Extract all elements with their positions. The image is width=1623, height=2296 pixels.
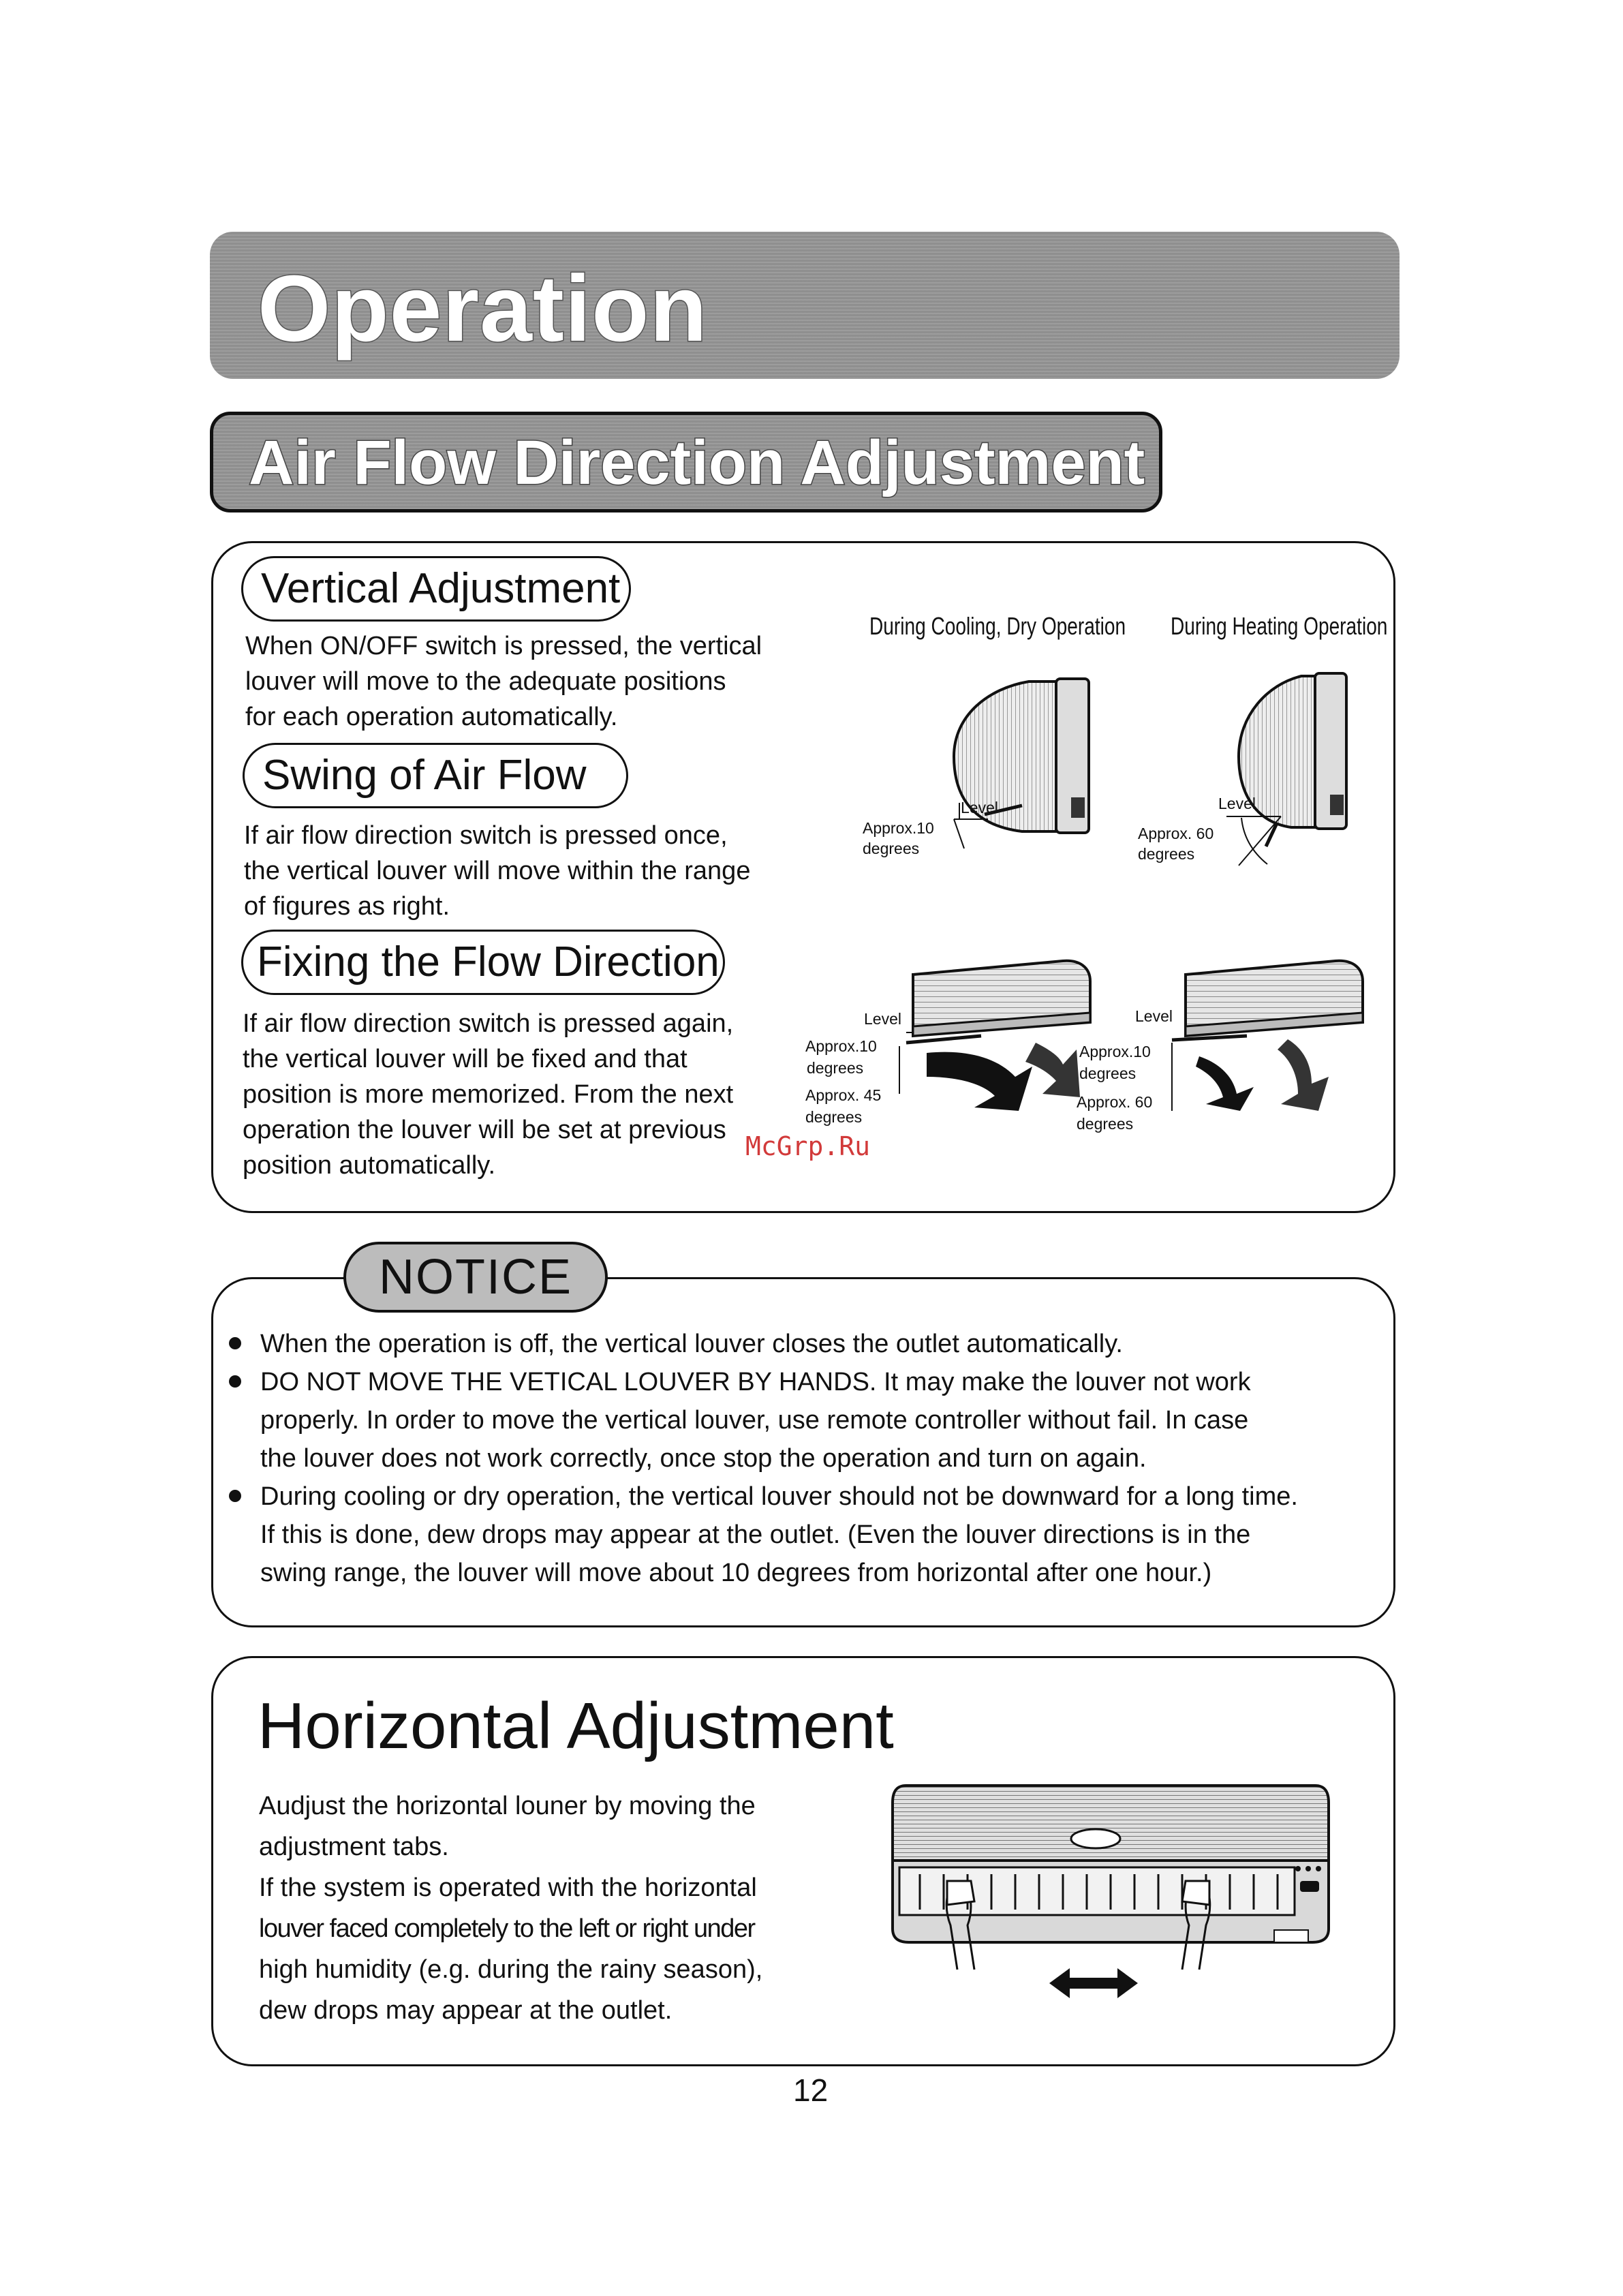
text-line: the louver does not work correctly, once stop the operation and turn on again. [260, 1444, 1147, 1473]
level-label: Level [1135, 1007, 1173, 1025]
text-line: position is more memorized. From the next [243, 1080, 734, 1109]
section-title-bar [210, 412, 1162, 512]
page-number: 12 [793, 2072, 829, 2108]
approx-label: Approx.10 [863, 819, 934, 837]
text-line: When the operation is off, the vertical louver closes the outlet automatically. [260, 1330, 1123, 1358]
text-line: Audjust the horizontal louner by moving the [259, 1792, 756, 1820]
level-label: Level [864, 1010, 901, 1028]
degrees-label: degrees [805, 1108, 863, 1126]
degrees-label: degrees [1077, 1115, 1134, 1133]
vertical-adjustment-text [245, 628, 790, 735]
text-line: of figures as right. [244, 892, 450, 921]
text-line: If this is done, dew drops may appear at the outlet. (Even the louver directions is in the [260, 1520, 1251, 1549]
title-bar [210, 232, 1400, 379]
page-title: Operation [258, 256, 708, 361]
text-line: dew drops may appear at the outlet. [259, 1996, 673, 2025]
degrees-label: degrees [863, 840, 920, 857]
fixing-heading-text: Fixing the Flow Direction [257, 938, 720, 985]
text-line: DO NOT MOVE THE VETICAL LOUVER BY HANDS. It may make the louver not work [260, 1368, 1251, 1396]
horizontal-adjustment-heading: Horizontal Adjustment [258, 1689, 894, 1762]
degrees-label: degrees [1079, 1065, 1137, 1082]
swing-heading [243, 743, 628, 808]
swing-heading-text: Swing of Air Flow [262, 752, 587, 799]
horizontal-adjustment-text [259, 1786, 804, 2031]
list-item [229, 1325, 1374, 1363]
fixing-text [243, 1006, 788, 1183]
text-line: If the system is operated with the horizontal [259, 1873, 757, 1902]
approx-label: Approx. 45 [805, 1086, 882, 1104]
approx-label: Approx. 60 [1138, 825, 1214, 842]
text-line: operation the louver will be set at previous [243, 1116, 726, 1144]
heating-airflow-illustration [1158, 947, 1383, 1124]
level-label: Level [1218, 795, 1256, 812]
approx-label: Approx.10 [1079, 1043, 1151, 1060]
text-line: louver will move to the adequate positions [245, 667, 726, 696]
list-item [229, 1478, 1374, 1592]
watermark: McGrp.Ru [745, 1131, 871, 1161]
text-line: properly. In order to move the vertical louver, use remote controller without fail. In case [260, 1406, 1249, 1435]
horizontal-louver-illustration [879, 1779, 1342, 2010]
approx-label: Approx.10 [805, 1037, 877, 1055]
list-item [229, 1363, 1374, 1478]
notice-heading [343, 1242, 608, 1313]
swing-text [244, 818, 789, 924]
text-line: adjustment tabs. [259, 1833, 449, 1861]
text-line: the vertical louver will be fixed and that [243, 1045, 687, 1073]
section-title: Air Flow Direction Adjustment [249, 428, 1145, 498]
text-line: position automatically. [243, 1151, 496, 1180]
text-line: If air flow direction switch is pressed once, [244, 821, 728, 850]
level-label: Level [961, 799, 998, 816]
approx-label: Approx. 60 [1077, 1093, 1153, 1111]
notice-heading-text: NOTICE [378, 1250, 572, 1304]
heating-figure-title: During Heating Operation [1171, 612, 1388, 640]
vertical-adjustment-heading-text: Vertical Adjustment [261, 565, 621, 612]
text-line: the vertical louver will move within the range [244, 857, 751, 885]
text-line: for each operation automatically. [245, 703, 618, 731]
degrees-label: degrees [807, 1059, 864, 1077]
text-line: swing range, the louver will move about 10 degrees from horizontal after one hour.) [260, 1559, 1212, 1587]
notice-list [229, 1325, 1374, 1592]
text-line: During cooling or dry operation, the vertical louver should not be downward for a long time. [260, 1482, 1298, 1511]
fixing-heading [241, 930, 725, 995]
text-line: high humidity (e.g. during the rainy season), [259, 1955, 763, 1984]
degrees-label: degrees [1138, 845, 1195, 863]
text-line: When ON/OFF switch is pressed, the vertical [245, 632, 762, 660]
cooling-figure-title: During Cooling, Dry Operation [869, 612, 1126, 640]
text-line: If air flow direction switch is pressed again, [243, 1009, 734, 1038]
vertical-adjustment-heading [241, 556, 631, 622]
text-line: louver faced completely to the left or right under [259, 1914, 755, 1943]
